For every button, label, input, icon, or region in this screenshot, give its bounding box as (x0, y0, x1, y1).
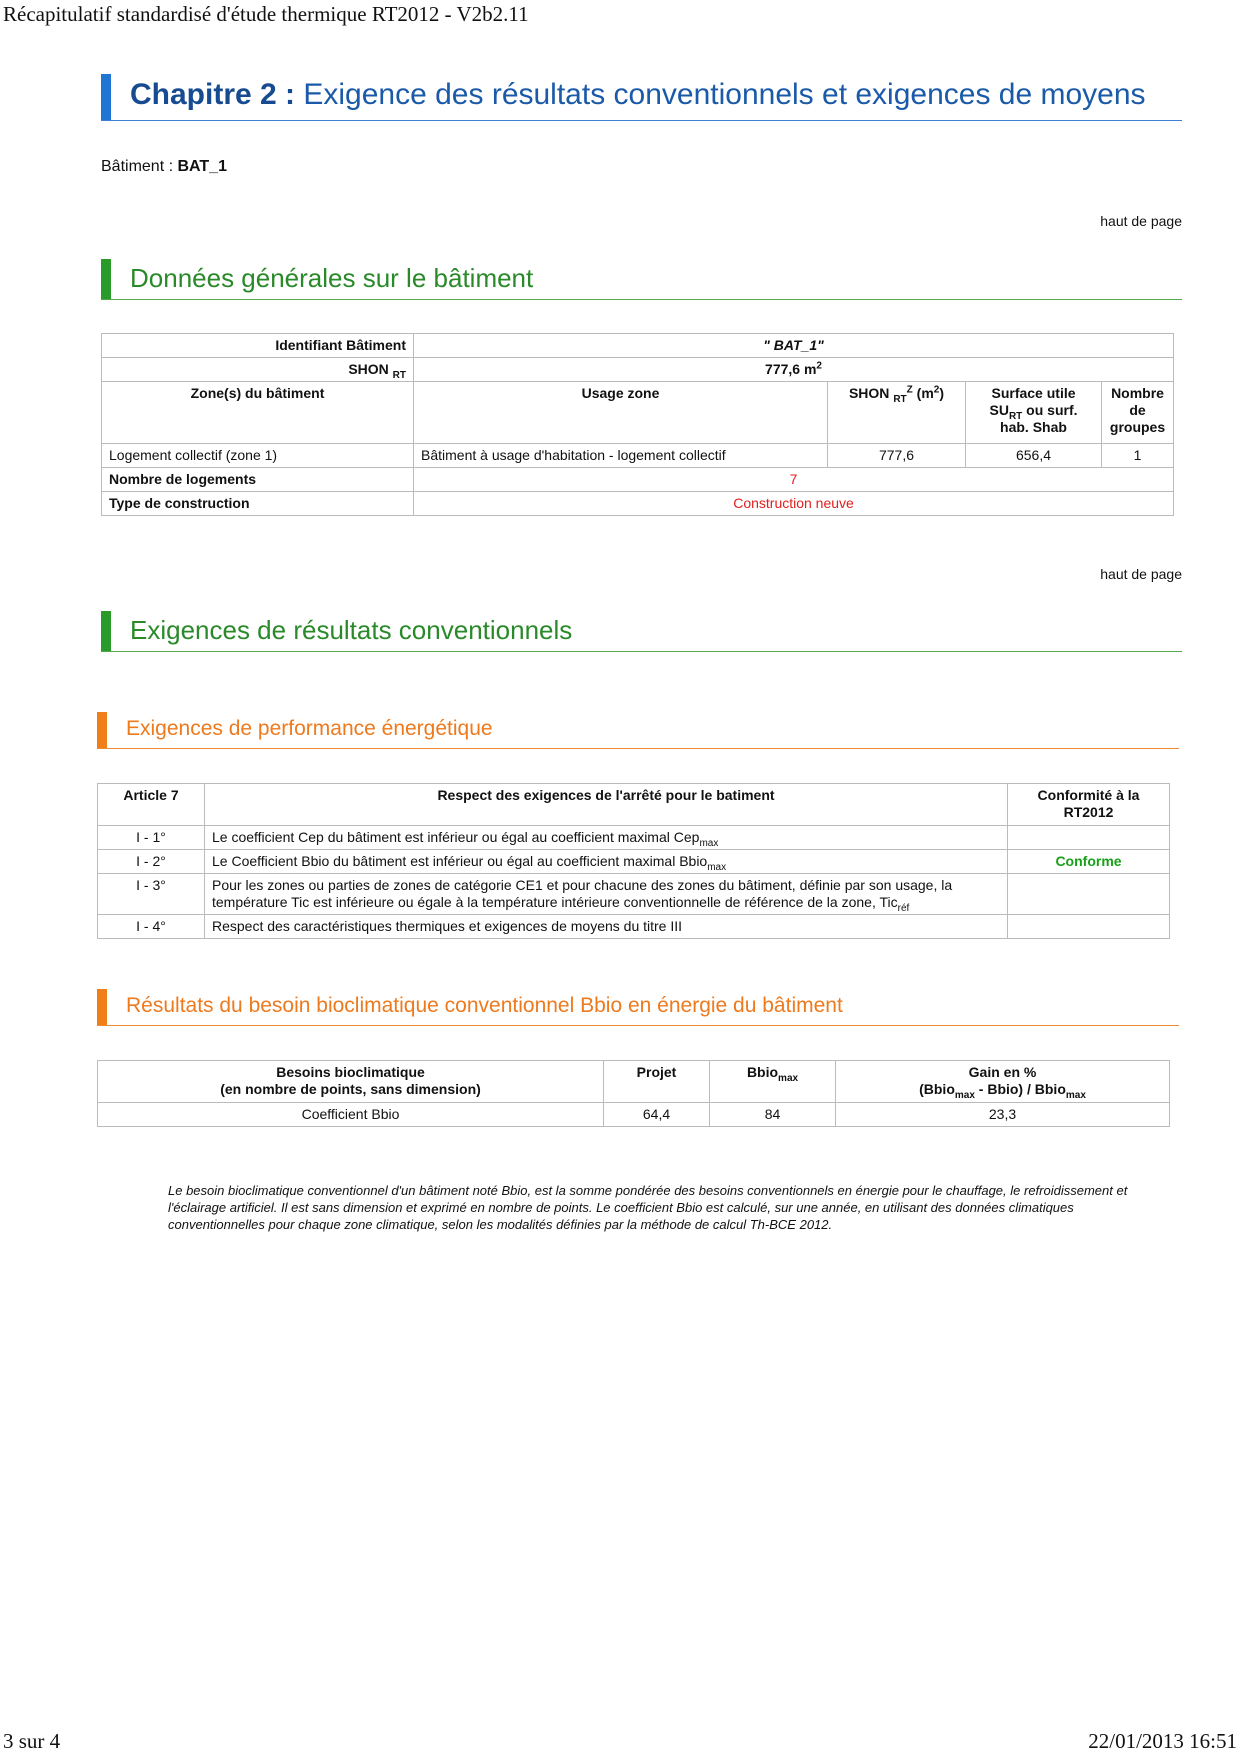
section-heading-exigences (101, 611, 1182, 652)
table-header-row (98, 784, 1170, 826)
construction-value: Construction neuve (414, 492, 1174, 516)
print-datetime: 22/01/2013 16:51 (1088, 1729, 1237, 1753)
table-row (102, 358, 1174, 382)
article-num: I - 1° (98, 826, 205, 850)
table-row (102, 334, 1174, 358)
table-row (98, 1103, 1170, 1127)
surface-cell: 656,4 (966, 444, 1102, 468)
conformite-cell (1008, 874, 1170, 915)
conformite-status: Conforme (1008, 850, 1170, 874)
groupes-cell: 1 (1102, 444, 1174, 468)
bbio-table (97, 1060, 1170, 1127)
section-title: Données générales sur le bâtiment (130, 263, 534, 293)
header-conformite: Conformité à la RT2012 (1008, 784, 1170, 826)
bbio-note: Le besoin bioclimatique conventionnel d'un bâtiment noté Bbio, est la somme pondérée des besoins conventionnels en énergie pour le chauffage, le refroidissement et l'éclairage artificiel. Il est sans dimension et exprimé en nombre de points. Le coefficient Bbio est calculé, sur une année, en utilisant des données climatiques conventionnelles pour chaque zone climatique, selon les modalités définies par la méthode de calcul Th-BCE 2012. (168, 1183, 1128, 1232)
table-header-row (98, 1061, 1170, 1103)
subsection-heading-bbio (97, 989, 1179, 1026)
article-text: Le Coefficient Bbio du bâtiment est inférieur ou égal au coefficient maximal Bbio$_{max}$ (205, 850, 1008, 874)
haut-de-page-link-2[interactable]: haut de page (1100, 566, 1182, 582)
article-num: I - 2° (98, 850, 205, 874)
table-row (98, 826, 1170, 850)
bbio-max: 84 (710, 1103, 836, 1127)
header-projet: Projet (604, 1061, 710, 1103)
subsection-accent-bar (97, 712, 107, 748)
header-usage: Usage zone (414, 382, 828, 444)
usage-cell: Bâtiment à usage d'habitation - logement collectif (414, 444, 828, 468)
header-surface: Surface utile $SU_{RT}$ ou surf. hab. Shab (966, 382, 1102, 444)
subsection-title: Exigences de performance énergétique (126, 717, 493, 740)
header-respect: Respect des exigences de l'arrêté pour le batiment (205, 784, 1008, 826)
article-text: Pour les zones ou parties de zones de catégorie CE1 et pour chacune des zones du bâtiment, définie par son usage, la température Tic est inférieure ou égale à la température intérieure conventionnelle de référence de la zone, Tic$_{réf}$ (205, 874, 1008, 915)
batiment-line (101, 158, 227, 176)
section-accent-bar (101, 259, 111, 299)
header-bbiomax: Bbio$_{max}$ (710, 1061, 836, 1103)
table-row (102, 444, 1174, 468)
bbio-label: Coefficient Bbio (98, 1103, 604, 1127)
haut-de-page-link-1[interactable]: haut de page (1100, 213, 1182, 229)
zone-cell: Logement collectif (zone 1) (102, 444, 414, 468)
chapter-prefix: Chapitre 2 : (130, 78, 296, 111)
batiment-label: Bâtiment : (101, 158, 174, 175)
subsection-title: Résultats du besoin bioclimatique conventionnel Bbio en énergie du bâtiment (126, 994, 843, 1017)
article-text: Respect des caractéristiques thermiques et exigences de moyens du titre III (205, 915, 1008, 939)
subsection-heading-performance (97, 712, 1179, 749)
donnees-table (101, 333, 1174, 516)
header-gain: Gain en % (Bbio$_{max}$ - Bbio) / Bbio$_{max}$ (836, 1061, 1170, 1103)
header-shon: SHON $_{RT}^Z$ $(m^2)$ (828, 382, 966, 444)
section-title: Exigences de résultats conventionnels (130, 615, 573, 645)
chapter-title: Exigence des résultats conventionnels et exigences de moyens (303, 78, 1146, 111)
section-heading-donnees (101, 259, 1182, 300)
subsection-accent-bar (97, 989, 107, 1025)
id-label: Identifiant Bâtiment (102, 334, 414, 358)
table-row (98, 915, 1170, 939)
performance-table (97, 783, 1170, 939)
logements-value: 7 (414, 468, 1174, 492)
document-title: Récapitulatif standardisé d'étude thermique RT2012 - V2b2.11 (3, 2, 529, 26)
header-groupes: Nombre de groupes (1102, 382, 1174, 444)
batiment-value: BAT_1 (177, 158, 227, 175)
table-row (98, 874, 1170, 915)
logements-label: Nombre de logements (102, 468, 414, 492)
article-text: Le coefficient Cep du bâtiment est inférieur ou égal au coefficient maximal Cep$_{max}$ (205, 826, 1008, 850)
header-zone: Zone(s) du bâtiment (102, 382, 414, 444)
article-num: I - 3° (98, 874, 205, 915)
conformite-cell (1008, 826, 1170, 850)
table-header-row (102, 382, 1174, 444)
table-row (102, 468, 1174, 492)
construction-label: Type de construction (102, 492, 414, 516)
table-row (102, 492, 1174, 516)
shon-label: SHON $_{RT}$ (102, 358, 414, 382)
section-accent-bar (101, 611, 111, 651)
bbio-gain: 23,3 (836, 1103, 1170, 1127)
shon-value: 777,6 $m^2$ (414, 358, 1174, 382)
shon-cell: 777,6 (828, 444, 966, 468)
conformite-cell (1008, 915, 1170, 939)
id-value: " BAT_1" (414, 334, 1174, 358)
article-num: I - 4° (98, 915, 205, 939)
table-row (98, 850, 1170, 874)
page-number: 3 sur 4 (3, 1729, 61, 1753)
bbio-projet: 64,4 (604, 1103, 710, 1127)
header-article: Article 7 (98, 784, 205, 826)
chapter-heading (101, 74, 1182, 121)
header-besoins: Besoins bioclimatique (en nombre de points, sans dimension) (98, 1061, 604, 1103)
chapter-accent-bar (101, 74, 111, 120)
